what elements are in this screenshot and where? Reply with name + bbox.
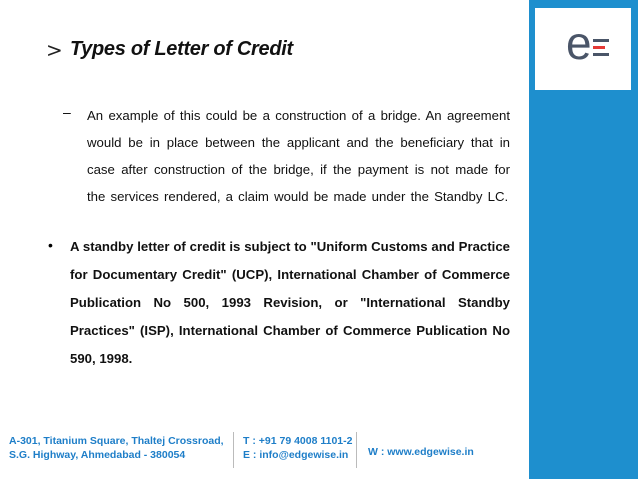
title-arrow-icon: > [46, 38, 63, 62]
address-line-2: S.G. Highway, Ahmedabad - 380054 [9, 449, 186, 461]
footer-contact [243, 434, 352, 462]
standby-paragraph: A standby letter of credit is subject to "Uniform Customs and Practice for Documentary Credit" (UCP), International Chamber of Commerce Publication No 500, 1993 Revision, or "International Standby Practices" (ISP), International Chamber of Commerce Publication No 590, 1998. [70, 239, 510, 366]
dash-marker: – [63, 104, 71, 120]
footer-phone: T : +91 79 4008 1101-2 [243, 435, 353, 447]
logo-letter: e [566, 17, 592, 69]
example-paragraph: An example of this could be a construction of a bridge. An agreement would be in place between the applicant and the beneficiary that in case after construction of the bridge, if the payment is not made for the services rendered, a claim would be made under the Standby LC. [87, 108, 510, 204]
logo-bars-icon [593, 39, 611, 57]
slide-title: Types of Letter of Credit [70, 38, 293, 60]
edgewise-logo [535, 8, 631, 90]
footer-website[interactable]: W : www.edgewise.in [368, 446, 474, 458]
bullet-marker: • [48, 237, 53, 253]
footer-address [9, 434, 231, 462]
address-line-1: A-301, Titanium Square, Thaltej Crossroad, [9, 435, 224, 447]
footer-email[interactable]: E : info@edgewise.in [243, 449, 349, 461]
